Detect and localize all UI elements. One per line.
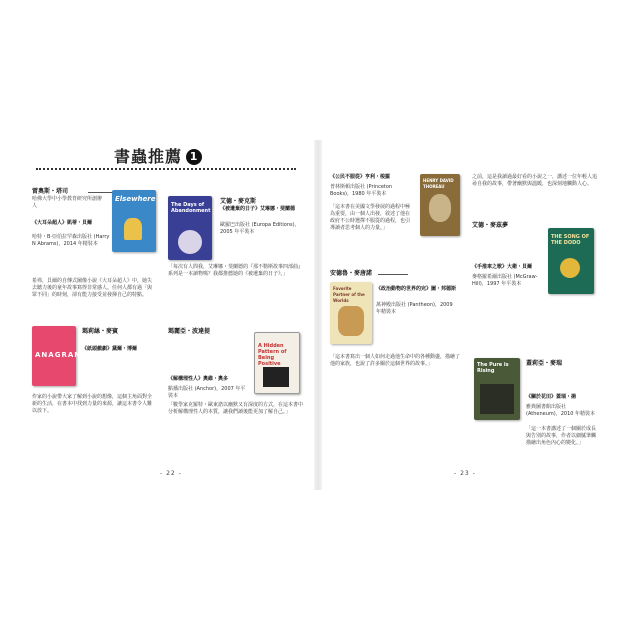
entry-4-book: 《解構理性人》奧維・奧多 bbox=[168, 376, 229, 382]
r-entry-2-pointer bbox=[378, 274, 408, 275]
entry-4-text: 「數學家克羅特・歐東諾以幽默又有深度的方式，在這本書中分析解構理性人的本質，讓我們讀後能更加了解自己。」 bbox=[168, 402, 304, 415]
r-entry-3-publisher: 麥格羅希爾出版社 (McGraw-Hill)，1997 年平裝本 bbox=[472, 274, 538, 287]
entry-3-publisher: 歐羅巴出版社 (Europa Editions)，2005 年平裝本 bbox=[220, 222, 300, 235]
book-cover-thoreau bbox=[420, 174, 460, 236]
r-entry-2-text: 「這本書寫出一個人如何走過他生命中的各種動盪，描繪了他的家族，也說了許多關於這個世界的故事。」 bbox=[330, 354, 461, 367]
book-cover-elsewhere bbox=[112, 190, 156, 252]
r-entry-2-publisher: 萬神殿出版社 (Pantheon)，2009 年精裝本 bbox=[376, 302, 453, 315]
r-entry-4-publisher: 雅典圖書館出版社 (Atheneum)，2010 年精裝本 bbox=[526, 404, 596, 417]
animal-illustration bbox=[338, 306, 364, 336]
book-cover-days-of-abandonment bbox=[168, 196, 212, 260]
entry-1-person: 雷奧斯・塔司 bbox=[32, 188, 69, 195]
r-entry-3-person: 艾德・麥茲夢 bbox=[472, 222, 509, 229]
book-cover-title: HENRY DAVID THOREAU bbox=[423, 178, 454, 189]
r-entry-1-book: 《公民不服從》亨利・梭羅 bbox=[330, 174, 391, 180]
left-page bbox=[28, 140, 310, 490]
entry-1-text: 希弗，貝爾的自傳式圖像小說《大耳朵超人》中，她失去聽力後的童年故事寫得非常感人。任何人都有過「與眾不同」的時刻，卻有能力接受並發揮自己的特點。 bbox=[32, 278, 153, 298]
entry-1-role: 哈佛大學中小學教育研究所創辦人 bbox=[32, 196, 103, 209]
portrait-illustration bbox=[178, 230, 202, 254]
r-entry-3-book: 《手推車之歌》大衛・貝爾 bbox=[472, 264, 533, 270]
r-entry-2-book: 《政治動物的世界的完》圖・邦德斯 bbox=[376, 286, 457, 292]
entry-2-person: 瑪莉絲・麥賓 bbox=[82, 328, 119, 335]
figure-illustration bbox=[124, 218, 142, 240]
bird-illustration bbox=[560, 258, 580, 278]
r-entry-4-book: 《關於花田》蓋瑞・揚 bbox=[526, 394, 577, 400]
r-entry-4-text: 「這一本書講述了一個關於成長與告別的故事，作者以細膩筆觸描繪出角色內心的變化。」 bbox=[526, 426, 597, 446]
r-entry-1-text: 「這本書在美國文學發展的過程中極為重要，由一個人出發，敘述了他在政府不公時選擇不服從的過程，也引導讀者思考個人的力量。」 bbox=[330, 204, 411, 231]
r-entry-4-person: 蓋莉亞・麥瑞 bbox=[526, 360, 563, 367]
book-cover-anagrams bbox=[32, 326, 89, 386]
heading bbox=[36, 144, 296, 174]
book-cover-song-of-the-dodo bbox=[548, 228, 594, 294]
r-entry-3-text: 之前，這是我讀過最好看的小說之一，講述一位年輕人追尋自我的故事，帶著幽默與溫暖，也深刻地觸動人心。 bbox=[472, 174, 598, 187]
scene-illustration bbox=[480, 384, 514, 414]
book-cover-title: The Pure is Rising bbox=[477, 362, 509, 374]
entry-1-book: 《大耳朵超人》凱蒂・貝爾 bbox=[32, 220, 93, 226]
book-spread bbox=[28, 140, 600, 490]
entry-2-book: 《紙頭戲劇》黛爾・博爾 bbox=[82, 346, 138, 352]
book-cover-favorite-partner bbox=[330, 282, 372, 344]
book-cover-pure-is-rising bbox=[474, 358, 520, 420]
book-cover-title: A Hidden Pattern of Being Positive bbox=[258, 343, 287, 367]
photo-illustration bbox=[263, 367, 289, 387]
entry-4-person: 瑪麗亞・波達提 bbox=[168, 328, 211, 335]
entry-4-publisher: 點播出版社 (Anchor)，2007 年平裝本 bbox=[168, 386, 246, 399]
portrait-illustration bbox=[429, 194, 451, 222]
entry-1-publisher: 哈特・B·亞伯拉罕森出版社 (Harry N Abrams)，2014 年精裝本 bbox=[32, 234, 110, 247]
entry-3-person: 艾德・麥克斯 bbox=[220, 198, 257, 205]
book-cover-title: The Days of Abandonment bbox=[171, 202, 211, 214]
title-number-badge: 1 bbox=[186, 149, 202, 165]
entry-3-text: 「每次有人問我，艾琳娜・斐蘭德的『那不勒斯故事四部曲』系列是一本讀物嗎？我都推薦她的《被遺棄的日子》。」 bbox=[168, 264, 304, 277]
entry-3-book: 《被遺棄的日子》艾琳娜・斐蘭德 bbox=[220, 206, 296, 212]
page-title bbox=[114, 144, 202, 167]
book-cover-title: Favorite Partner of the Worlds bbox=[333, 286, 365, 303]
title-text: 書蟲推薦 bbox=[114, 147, 183, 166]
r-entry-1-publisher: 普林斯頓出版社 (Princeton Books)，1980 年平裝本 bbox=[330, 184, 393, 197]
dotted-rule bbox=[36, 168, 296, 170]
book-cover-title: ANAGRAMS bbox=[35, 351, 89, 359]
right-page bbox=[326, 140, 600, 490]
book-cover-hidden-pattern bbox=[254, 332, 300, 394]
page-number-right: - 23 - bbox=[454, 470, 476, 477]
page-number-left: - 22 - bbox=[160, 470, 182, 477]
r-entry-2-person: 安德魯・麥唐諾 bbox=[330, 270, 373, 277]
book-cover-title: THE SONG OF THE DODO bbox=[551, 234, 590, 246]
book-cover-title: Elsewhere bbox=[115, 195, 156, 203]
entry-1-pointer bbox=[88, 192, 112, 193]
entry-2-text: 作家的小說帶大家了解到小說的想像，這個主角面對全新的生活，在書本中找到力量的來源，讓這本書令人難以放下。 bbox=[32, 394, 153, 414]
book-gutter bbox=[314, 140, 322, 490]
